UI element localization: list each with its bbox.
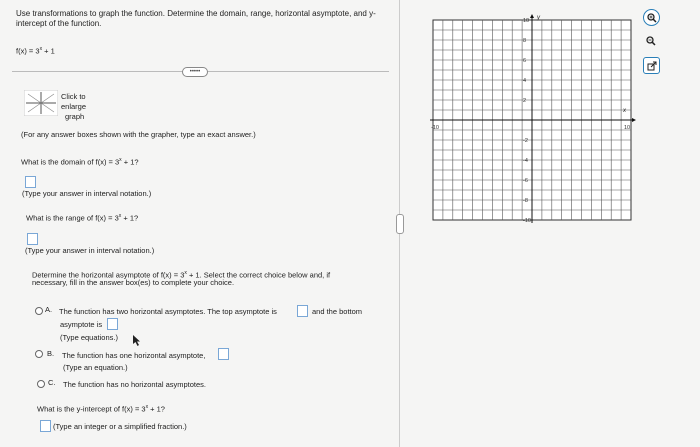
more-button[interactable]: ••••• <box>182 67 208 77</box>
click-to-label: Click to <box>61 92 86 101</box>
y-tick-label: 6 <box>523 58 527 64</box>
x-axis-label: x <box>623 108 626 114</box>
function-definition: $f(x) = 3^x + 1$ <box>16 46 55 56</box>
option-b-text: The function has one horizontal asymptote, <box>62 351 206 360</box>
yintercept-answer-box[interactable] <box>40 420 51 432</box>
option-a-text-2: and the bottom <box>312 307 363 316</box>
option-c-letter: C. <box>48 378 56 387</box>
y-tick-label: -2 <box>523 138 528 144</box>
coordinate-grid[interactable] <box>428 12 638 229</box>
panel-resize-handle[interactable] <box>396 214 404 234</box>
zoom-in-icon[interactable] <box>643 9 660 26</box>
y-axis-label: y <box>537 15 540 21</box>
y-tick-label: 8 <box>523 38 527 44</box>
asymptote-question-line2: necessary, fill in the answer box(es) to complete your choice. <box>32 278 235 287</box>
domain-question: What is the domain of $f(x) = 3^x + 1$? <box>21 157 139 167</box>
option-c-text: The function has no horizontal asymptotes. <box>63 380 206 389</box>
y-tick-label: 4 <box>523 78 527 84</box>
y-tick-label: -8 <box>523 198 528 204</box>
zoom-out-icon[interactable] <box>643 33 658 48</box>
y-tick-label: 10 <box>523 18 530 24</box>
yintercept-hint: (Type an integer or a simplified fraction.) <box>53 422 187 431</box>
bottom-asymptote-box[interactable] <box>107 318 118 330</box>
y-tick-label: -6 <box>523 178 528 184</box>
range-hint: (Type your answer in interval notation.) <box>25 246 155 255</box>
option-a-radio[interactable] <box>35 307 43 315</box>
option-b-letter: B. <box>47 349 55 358</box>
option-b-hint: (Type an equation.) <box>63 363 128 372</box>
y-tick-label: 2 <box>523 98 527 104</box>
asymptote-equation-box[interactable] <box>218 348 229 360</box>
domain-answer-box[interactable] <box>25 176 36 188</box>
option-b-radio[interactable] <box>35 350 43 358</box>
grapher-instruction: (For any answer boxes shown with the grapher, type an exact answer.) <box>21 130 256 139</box>
option-a-line2: asymptote is <box>60 320 103 329</box>
domain-hint: (Type your answer in interval notation.) <box>22 189 152 198</box>
top-asymptote-box[interactable] <box>297 305 308 317</box>
x-axis-arrow <box>632 118 636 122</box>
yintercept-question: What is the y-intercept of $f(x) = 3^x + 1$? <box>37 404 165 414</box>
y-tick-label: -4 <box>523 158 528 164</box>
x-tick-label: -10 <box>431 125 439 131</box>
option-a-hint: (Type equations.) <box>60 333 118 342</box>
option-a-text: The function has two horizontal asymptotes. The top asymptote is <box>59 307 277 316</box>
y-axis-arrow <box>530 14 534 18</box>
range-question: What is the range of $f(x) = 3^x + 1$? <box>26 213 139 223</box>
mouse-cursor-icon <box>133 333 141 351</box>
external-link-icon[interactable] <box>643 57 660 74</box>
x-tick-label: 10 <box>624 125 631 131</box>
asymptote-question: Determine the horizontal asymptote of $f(x) = 3^x + 1$. Select the correct choice below and, if <box>32 270 331 280</box>
question-prompt: Use transformations to graph the function. Determine the domain, range, horizontal asymptote, and y-intercept of the function. <box>16 9 376 28</box>
graph-label: graph <box>65 112 85 121</box>
enlarge-label: enlarge <box>61 102 87 111</box>
graph-thumbnail[interactable] <box>24 90 58 116</box>
y-tick-label: -10 <box>523 218 531 224</box>
option-c-radio[interactable] <box>37 380 45 388</box>
option-a-letter: A. <box>45 305 53 314</box>
range-answer-box[interactable] <box>27 233 38 245</box>
